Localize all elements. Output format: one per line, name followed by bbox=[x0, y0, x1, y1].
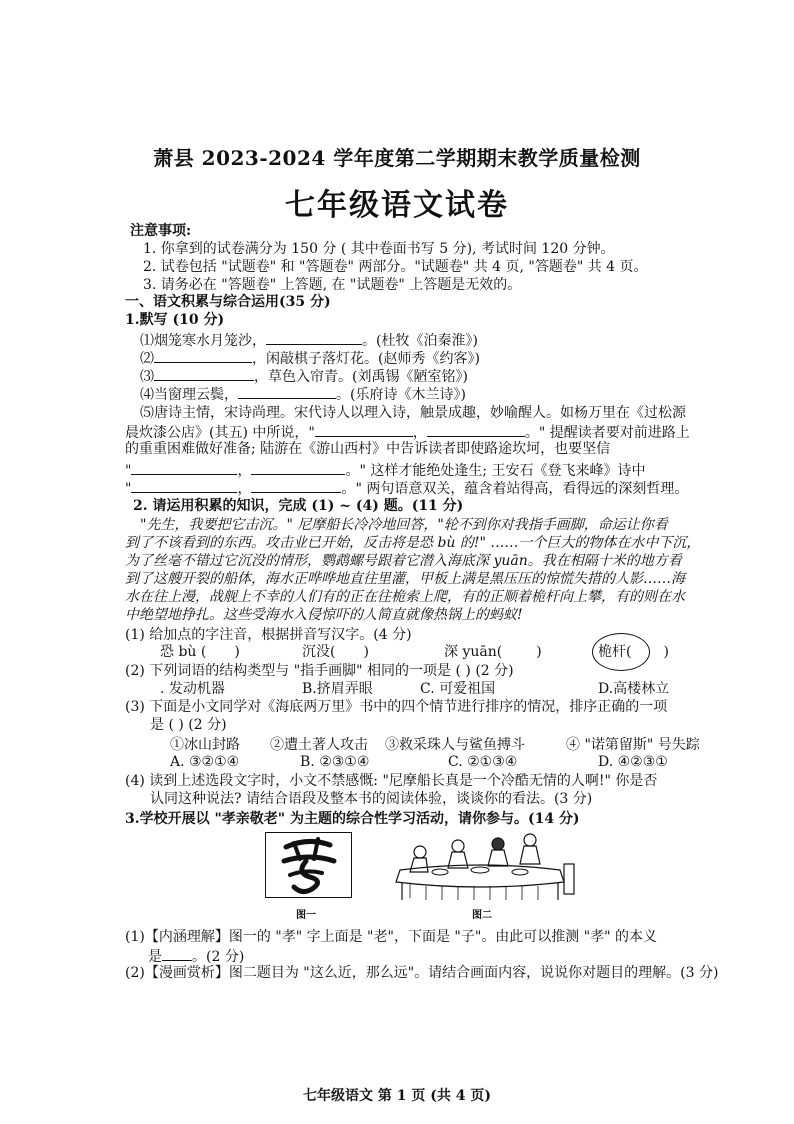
section-heading: 一、语文积累与综合运用(35 分) bbox=[125, 294, 331, 310]
q2-3-option[interactable]: C. ②①③④ bbox=[448, 754, 518, 770]
passage-line: 中绝望地挣扎。这些受海水入侵惊吓的人简直就像热锅上的蚂蚁! bbox=[125, 607, 523, 623]
q2-2-prompt: (2) 下列词语的结构类型与 "指手画脚" 相同的一项是 ( ) (2 分) bbox=[125, 663, 514, 679]
q1-5-line: ⑸唐诗主情，宋诗尚理。宋代诗人以理入诗，触景成趣，妙喻醒人。如杨万里在《过松源 bbox=[140, 405, 686, 421]
q3-1-line: (1)【内涵理解】图一的 "孝" 字上面是 "老"，下面是 "子"。由此可以推测 "孝" 的本义 bbox=[125, 929, 658, 945]
page-footer: 七年级语文 第 1 页 (共 4 页) bbox=[303, 1088, 491, 1104]
answer-blank[interactable] bbox=[315, 422, 413, 437]
q1-line-3: ⑶ ，草色入帘青。(刘禹锡《陋室铭》) bbox=[140, 366, 468, 386]
answer-blank[interactable] bbox=[427, 422, 525, 437]
notes-heading: 注意事项: bbox=[130, 223, 192, 239]
answer-blank[interactable] bbox=[251, 460, 345, 475]
answer-blank[interactable] bbox=[131, 478, 237, 493]
q2-2-option[interactable]: D.高楼林立 bbox=[598, 681, 670, 697]
q2-3-prompt: (3) 下面是小文同学对《海底两万里》书中的四个情节进行排序的情况，排序正确的一项 bbox=[125, 699, 668, 715]
handwritten-circle-mark bbox=[592, 633, 650, 671]
q1-5-line: 的重重困难做好准备; 陆游在《游山西村》中告诉读者即使路途坎坷，也要坚信 bbox=[125, 441, 611, 457]
answer-blank[interactable] bbox=[162, 946, 192, 961]
passage-line: 到了不该看到的东西。攻击业已开始，反击将是恐 bù 的!" ……一个巨大的物体在水中下沉， bbox=[125, 535, 701, 551]
answer-blank[interactable] bbox=[154, 348, 252, 363]
q2-1-item: 沉没( ) bbox=[302, 644, 369, 660]
passage-line: 为了丝毫不错过它沉没的情形，鹦鹉螺号跟着它潜入海底深 yuān。我在相隔十米的地方看 bbox=[125, 553, 682, 569]
q2-1-item: 桅杆( ) bbox=[598, 644, 669, 660]
answer-blank[interactable] bbox=[131, 460, 237, 475]
exam-title: 萧县 2023-2024 学年度第二学期期末教学质量检测 bbox=[153, 146, 641, 170]
q2-heading: 2. 请运用积累的知识，完成 (1) ~ (4) 题。(11 分) bbox=[133, 498, 464, 514]
figure-2-caption: 图二 bbox=[472, 910, 492, 921]
q2-4-line: 认同这种说法? 请结合语段及整本书的阅读体验，谈谈你的看法。(3 分) bbox=[150, 791, 593, 807]
q2-1-prompt: (1) 给加点的字注音，根据拼音写汉字。(4 分) bbox=[125, 627, 412, 643]
q2-3-prompt: 是 ( ) (2 分) bbox=[150, 717, 227, 733]
q2-2-option[interactable]: . 发动机器 bbox=[160, 681, 225, 697]
answer-blank[interactable] bbox=[251, 478, 341, 493]
q3-2-line: (2)【漫画赏析】图二题目为 "这么近，那么远"。请结合画面内容，说说你对题目的理解。(3 分) bbox=[125, 965, 719, 981]
q2-3-option[interactable]: D. ④②③① bbox=[598, 754, 668, 770]
q2-3-option[interactable]: A. ③②①④ bbox=[170, 754, 240, 770]
cartoon-family-dinner-illustration bbox=[380, 826, 580, 904]
passage-line: 到了这艘开裂的船体，海水正哗哗地直往里灌，甲板上满是黑压压的惊慌失措的人影……海 bbox=[125, 571, 685, 587]
note-item: 1. 你拿到的试卷满分为 150 分 ( 其中卷面书写 5 分), 考试时间 120 分钟。 bbox=[143, 241, 615, 257]
q2-4-line: (4) 读到上述选段文字时，小文不禁感慨: "尼摩船长真是一个冷酷无情的人啊!" 你是否 bbox=[125, 773, 658, 789]
q2-3-event: ①冰山封路 bbox=[170, 737, 240, 753]
q2-3-event: ④ "诺第留斯" 号失踪 bbox=[566, 737, 700, 753]
q2-3-event: ②遭土著人攻击 bbox=[270, 737, 368, 753]
passage-line: "先生，我要把它击沉。" 尼摩船长冷冷地回答，"轮不到你对我指手画脚，命运让你看 bbox=[140, 517, 668, 533]
q1-line-1: ⑴烟笼寒水月笼沙， 。(杜牧《泊秦淮》) bbox=[140, 330, 478, 350]
passage-line: 水在往上漫，战舰上不幸的人们有的正在往桅索上爬，有的正顺着桅杆向上攀，有的则在水 bbox=[125, 589, 685, 605]
q1-line-4: ⑷当窗理云鬓， 。(乐府诗《木兰诗》) bbox=[140, 384, 466, 404]
note-item: 2. 试卷包括 "试题卷" 和 "答题卷" 两部分。"试题卷" 共 4 页, "答题卷" 共 4 页。 bbox=[143, 259, 648, 275]
q2-3-event: ③救采珠人与鲨鱼搏斗 bbox=[385, 737, 525, 753]
q1-5-line: 晨炊漆公店》(其五) 中所说，" ， 。" 提醒读者要对前进路上 bbox=[125, 422, 690, 442]
q1-heading: 1.默写 (10 分) bbox=[125, 312, 225, 328]
q2-2-option[interactable]: C. 可爱祖国 bbox=[420, 681, 496, 697]
q1-5-line: " ， 。" 两句语意双关，蕴含着站得高，看得远的深刻哲理。 bbox=[125, 478, 688, 498]
answer-blank[interactable] bbox=[238, 384, 336, 399]
q2-2-option[interactable]: B.挤眉弄眼 bbox=[302, 681, 373, 697]
q1-5-line: " ， 。" 这样才能绝处逢生; 王安石《登飞来峰》诗中 bbox=[125, 460, 646, 480]
q3-1-line: 是 。(2 分) bbox=[148, 946, 244, 966]
q2-3-option[interactable]: B. ②③①④ bbox=[300, 754, 370, 770]
note-item: 3. 请务必在 "答题卷" 上答题, 在 "试题卷" 上答题是无效的。 bbox=[143, 277, 522, 293]
answer-blank[interactable] bbox=[154, 366, 254, 381]
q2-1-item: 深 yuān( ) bbox=[444, 644, 542, 660]
figure-1-caption: 图一 bbox=[296, 910, 316, 921]
exam-subtitle: 七年级语文试卷 bbox=[285, 188, 509, 223]
answer-blank[interactable] bbox=[266, 330, 362, 345]
q3-heading: 3.学校开展以 "孝亲敬老" 为主题的综合性学习活动，请你参与。(14 分) bbox=[125, 811, 580, 827]
figure-1-box bbox=[265, 832, 352, 898]
seal-script-xiao-icon bbox=[266, 833, 351, 897]
q1-line-2: ⑵ ，闲敲棋子落灯花。(赵师秀《约客》) bbox=[140, 348, 480, 368]
q2-1-item: 恐 bù ( ) bbox=[160, 644, 240, 660]
